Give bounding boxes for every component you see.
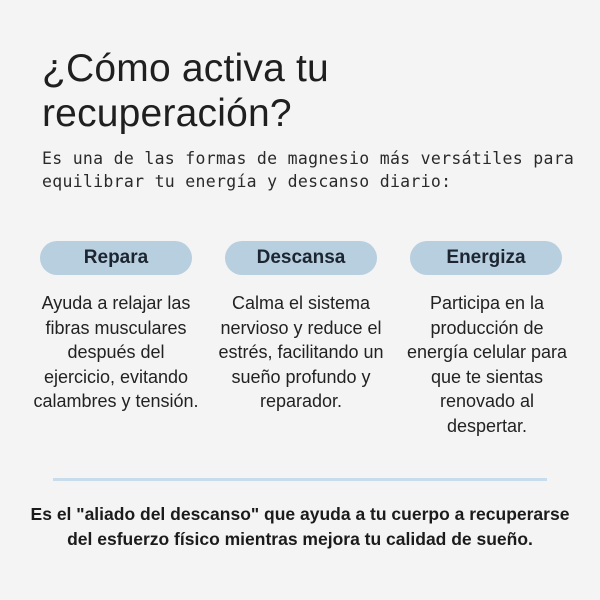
benefit-pill-energiza: Energiza (410, 241, 562, 275)
intro-text: Es una de las formas de magnesio más versátiles para equilibrar tu energía y descanso diario: (42, 149, 575, 191)
benefit-description-descansa: Calma el sistema nervioso y reduce el estrés, facilitando un sueño profundo y reparador. (218, 293, 384, 411)
benefit-description-repara: Ayuda a relajar las fibras musculares después del ejercicio, evitando calambres y tensión. (33, 293, 199, 411)
page-title: ¿Cómo activa tu recuperación? (42, 47, 329, 135)
benefit-pill-descansa: Descansa (225, 241, 377, 275)
benefit-description-energiza: Participa en la producción de energía celular para que te sientas renovado al despertar. (406, 293, 568, 436)
section-divider (53, 478, 547, 481)
benefit-pill-repara: Repara (40, 241, 192, 275)
benefit-pills (40, 241, 562, 275)
closing-text: Es el "aliado del descanso" que ayuda a tu cuerpo a recuperarse del esfuerzo físico mientras mejora tu calidad de sueño. (30, 504, 570, 549)
